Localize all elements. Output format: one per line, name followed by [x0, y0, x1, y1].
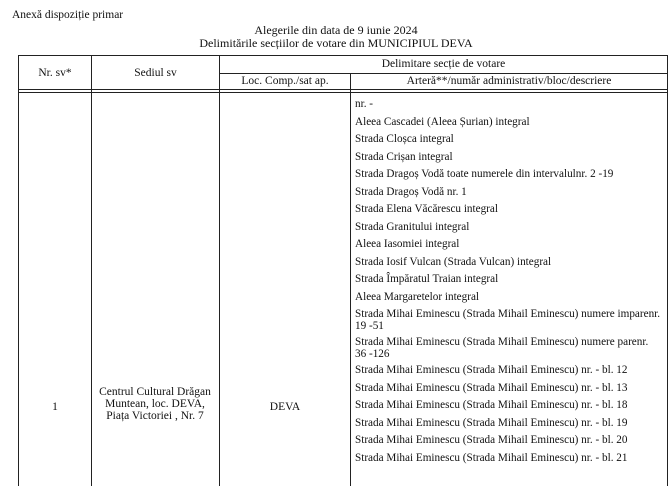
- street-item: Strada Mihai Eminescu (Strada Mihail Eminescu) nr. - bl. 20: [355, 434, 628, 446]
- column-divider: [219, 56, 220, 486]
- polling-sections-table: [18, 55, 668, 486]
- street-item: Aleea Margaretelor integral: [355, 290, 480, 303]
- document-title: Alegerile din data de 9 iunie 2024: [254, 23, 418, 37]
- street-item: Strada Mihai Eminescu (Strada Mihail Eminescu) nr. - bl. 19: [355, 416, 628, 429]
- street-item: Strada Dragoș Vodă nr. 1: [355, 185, 467, 198]
- column-divider: [350, 73, 351, 486]
- street-item: Strada Iosif Vulcan (Strada Vulcan) integral: [355, 255, 552, 268]
- street-list: [355, 98, 661, 469]
- document-subtitle: Delimitările secțiilor de votare din MUNICIPIUL DEVA: [199, 36, 473, 50]
- street-item: Strada Mihai Eminescu (Strada Mihail Eminescu) nr. - bl. 18: [355, 399, 628, 411]
- section-location: Centrul Cultural Drăgan Muntean, loc. DEVA, Piața Victoriei , Nr. 7: [99, 386, 211, 422]
- street-item: Strada Mihai Eminescu (Strada Mihail Eminescu) nr. - bl. 12: [355, 364, 628, 376]
- header-sediu-sv: Sediul sv: [134, 67, 177, 79]
- street-item: Strada Mihai Eminescu (Strada Mihail Eminescu) nr. - bl. 21: [355, 451, 628, 464]
- street-item: nr. -: [355, 98, 374, 110]
- street-item: Strada Crișan integral: [355, 150, 453, 163]
- header-double-border: [19, 92, 667, 93]
- locality: DEVA: [269, 401, 301, 413]
- street-item: Strada Mihai Eminescu (Strada Mihail Eminescu) nr. - bl. 13: [355, 381, 628, 394]
- header-bottom-border: [19, 89, 667, 90]
- header-loc-comp: Loc. Comp./sat ap.: [241, 75, 329, 87]
- street-item: Strada Cloșca integral: [355, 133, 454, 145]
- annex-label: Anexă dispoziție primar: [12, 9, 124, 21]
- street-item: Aleea Iasomiei integral: [355, 238, 460, 250]
- street-item: Aleea Cascadei (Aleea Șurian) integral: [355, 115, 530, 128]
- header-nr-sv: Nr. sv*: [38, 67, 72, 79]
- section-number: 1: [52, 401, 58, 413]
- street-item: Strada Mihai Eminescu (Strada Mihail Eminescu) numere parenr. 36 -126: [355, 336, 649, 360]
- street-item: Strada Împăratul Traian integral: [355, 273, 499, 285]
- street-item: Strada Granitului integral: [355, 220, 470, 233]
- street-item: Strada Mihai Eminescu (Strada Mihail Eminescu) numere imparenr. 19 -51: [355, 308, 661, 332]
- header-delimitare: Delimitare secție de votare: [381, 58, 506, 70]
- street-item: Strada Elena Văcărescu integral: [355, 203, 498, 215]
- column-divider: [91, 56, 92, 486]
- header-divider: [219, 73, 667, 74]
- street-item: Strada Dragoș Vodă toate numerele din intervalulnr. 2 -19: [355, 168, 614, 180]
- header-artera: Arteră**/număr administrativ/bloc/descriere: [406, 75, 612, 87]
